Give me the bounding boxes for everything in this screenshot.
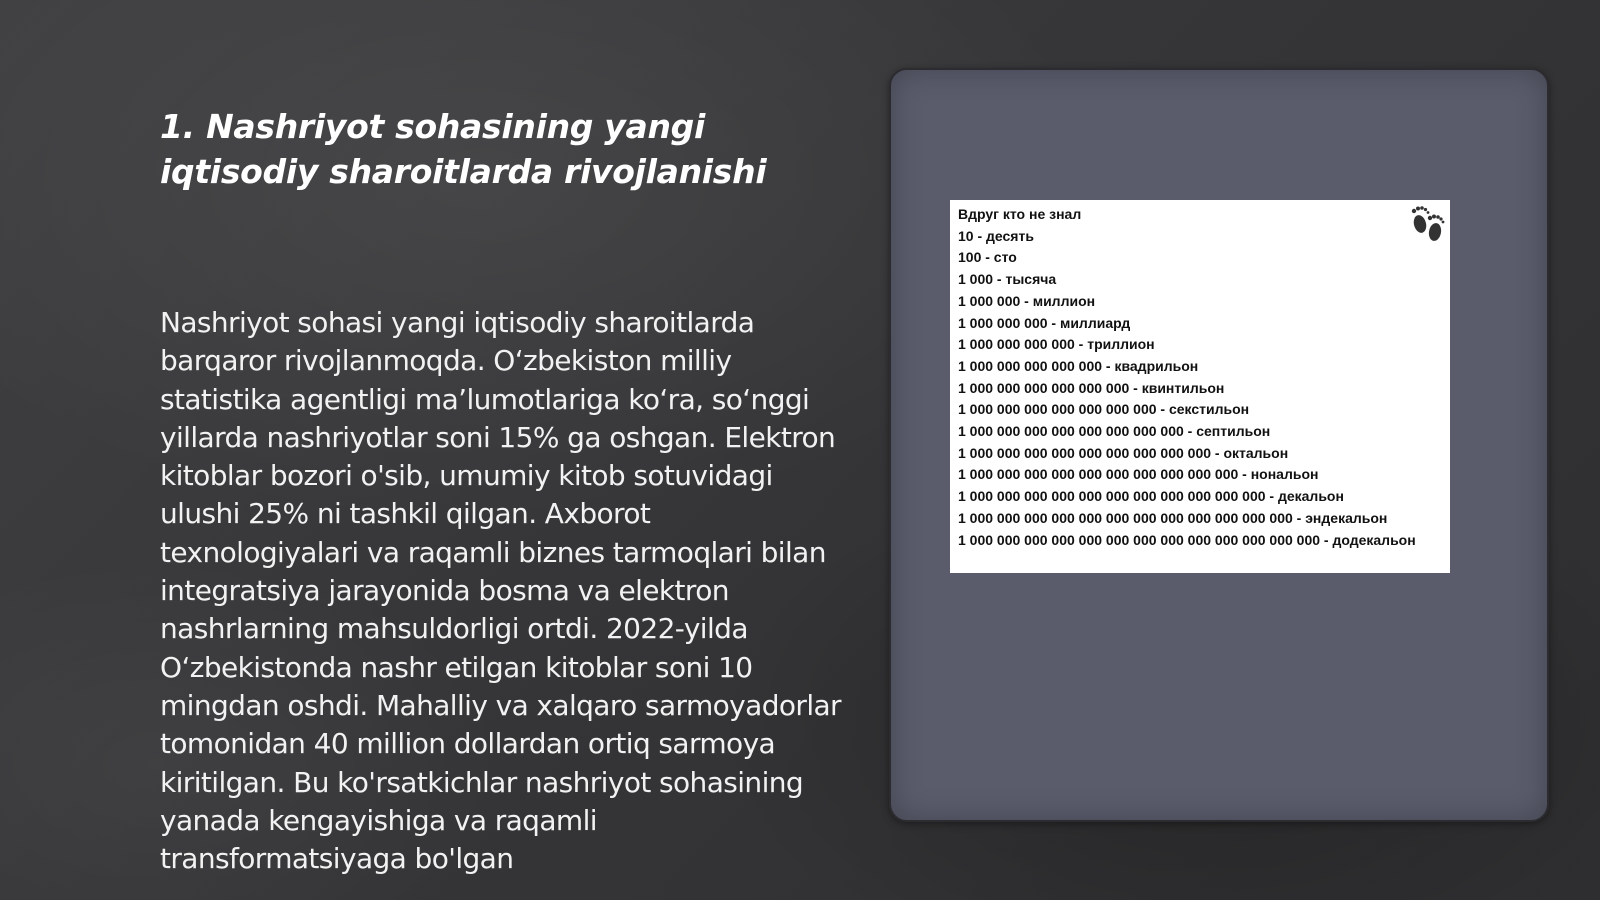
- number-line: 1 000 000 000 000 000 000 000 000 000 000 000 000 000 - додекальон: [958, 531, 1416, 548]
- slide-title: 1. Nashriyot sohasining yangi iqtisodiy sharoitlarda rivojlanishi: [160, 107, 767, 191]
- number-line: 1 000 000 000 000 000 000 000 000 000 000 000 000 - эндекальон: [958, 509, 1388, 526]
- number-line: 1 000 000 000 000 000 000 000 000 - септильон: [958, 423, 1271, 440]
- number-line: 1 000 000 000 000 000 - квадрильон: [958, 357, 1199, 374]
- number-names-image: [950, 200, 1450, 573]
- number-line: 1 000 000 000 000 000 000 000 000 000 - октальон: [958, 444, 1289, 461]
- number-line: 1 000 000 000 - миллиард: [958, 314, 1131, 331]
- feet-icon: [1408, 202, 1448, 246]
- number-line: 1 000 - тысяча: [958, 271, 1057, 288]
- number-line: Вдруг кто не знал: [958, 206, 1082, 222]
- number-line: 1 000 000 000 000 000 000 - квинтильон: [958, 379, 1225, 396]
- number-line: 1 000 000 - миллион: [958, 292, 1096, 309]
- number-line: 100 - сто: [958, 249, 1017, 266]
- number-line: 1 000 000 000 000 - триллион: [958, 336, 1155, 353]
- number-line: 1 000 000 000 000 000 000 000 000 000 000 000 - декальон: [958, 488, 1344, 505]
- number-line: 1 000 000 000 000 000 000 000 - секстильон: [958, 401, 1250, 418]
- slide-body-text: Nashriyot sohasi yangi iqtisodiy sharoitlarda barqaror rivojlanmoqda. O‘zbekiston milliy statistika agentligi ma’lumotlariga ko‘ra, so‘nggi yillarda nashriyotlar soni 15% ga oshgan. Elektron kitoblar bozori o'sib, umumiy kitob sotuvidagi ulushi 25% ni tashkil qilgan. Axborot texnologiyalari va raqamli biznes tarmoqlari bilan integratsiya jarayonida bosma va elektron nashrlarning mahsuldorligi ortdi. 2022-yilda O‘zbekistonda nashr etilgan kitoblar soni 10 mingdan oshdi. Mahalliy va xalqaro sarmoyadorlar tomonidan 40 million dollardan ortiq sarmoya kiritilgan. Bu ko'rsatkichlar nashriyot sohasining yanada kengayishiga va raqamli transformatsiyaga bo'lgan: [160, 306, 841, 876]
- number-line: 10 - десять: [958, 227, 1034, 244]
- number-line: 1 000 000 000 000 000 000 000 000 000 000 - нональон: [958, 466, 1319, 483]
